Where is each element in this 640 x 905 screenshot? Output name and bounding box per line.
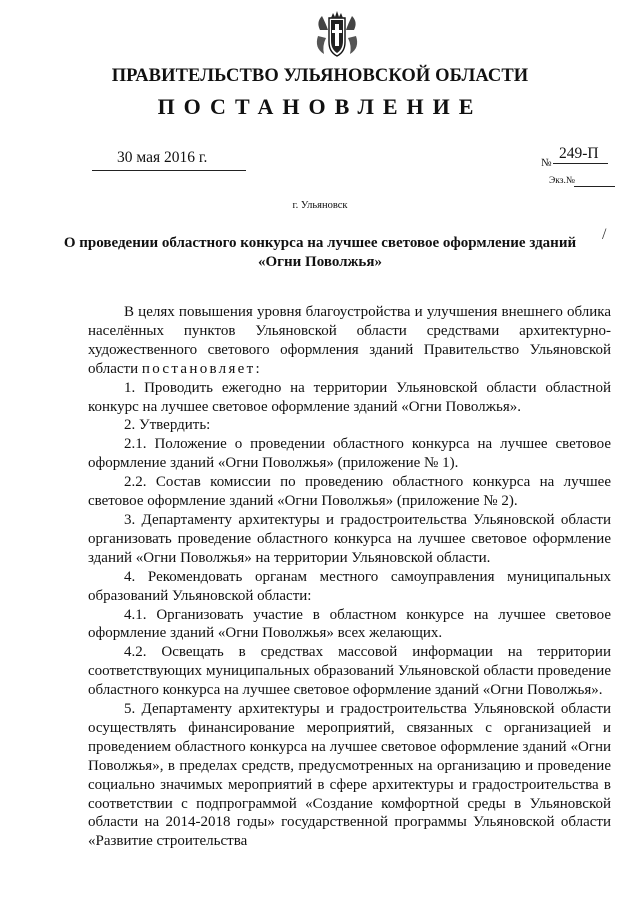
- date-underline: [92, 170, 246, 171]
- document-number: 249-П: [559, 145, 599, 162]
- resolution-body: [88, 303, 611, 851]
- clause-2-1: 2.1. Положение о проведении областного конкурса на лучшее световое оформление зданий «Огни Поволжья» (приложение № 1).: [88, 436, 611, 472]
- coat-of-arms-emblem: [314, 8, 360, 60]
- government-title: ПРАВИТЕЛЬСТВО УЛЬЯНОВСКОЙ ОБЛАСТИ: [111, 66, 529, 86]
- clause-2-2: 2.2. Состав комиссии по проведению областного конкурса на лучшее световое оформление зданий «Огни Поволжья» (приложение № 2).: [88, 474, 611, 510]
- intro-text: В целях повышения уровня благоустройства и улучшения внешнего облика населённых пунктов Ульяновской области средствами архитектурно-художественного светового оформления зданий Правительство Ульяновской области: [88, 304, 611, 377]
- resolution-subject: [40, 234, 600, 272]
- resolves-word: постановляет:: [141, 360, 262, 377]
- document-type-heading: ПОСТАНОВЛЕНИЕ: [157, 94, 483, 119]
- clause-4-1: 4.1. Организовать участие в областном конкурсе на лучшее световое оформление зданий «Огни Поволжья» всех желающих.: [88, 606, 611, 642]
- clause-4: 4. Рекомендовать органам местного самоуправления муниципальных образований Ульяновской области:: [88, 568, 611, 604]
- intro-paragraph: [88, 303, 611, 379]
- handwritten-mark: /: [602, 226, 607, 243]
- number-sign: №: [541, 157, 552, 169]
- subject-line-2: «Огни Поволжья»: [258, 254, 382, 270]
- clause-1: 1. Проводить ежегодно на территории Ульяновской области областной конкурс на лучшее световое оформление зданий «Огни Поволжья».: [88, 379, 611, 415]
- clause-2: 2. Утвердить:: [124, 417, 211, 434]
- copy-number-label: Экз.№: [549, 176, 575, 186]
- clause-5: 5. Департаменту архитектуры и градостроительства Ульяновской области осуществлять финансирование мероприятий, связанных с организацией и проведением областного конкурса на лучшее световое оформление зданий «Огни Поволжья», в пределах средств, предусмотренных на организацию и проведение социально значимых мероприятий в сфере архитектуры и градостроительства в соответствии с подпрограммой «Создание комфортной среды в Ульяновской области на 2014-2018 годы» государственной программы Ульяновской области «Развитие строительства: [88, 701, 611, 850]
- clause-4-2: 4.2. Освещать в средствах массовой информации на территории соответствующих муниципальных образований Ульяновской области проведение областного конкурса на лучшее световое оформление зданий «Огни Поволжья».: [88, 644, 611, 699]
- clause-3: 3. Департаменту архитектуры и градостроительства Ульяновской области организовать проведение областного конкурса на лучшее световое оформление зданий «Огни Поволжья» на территории Ульяновской области.: [88, 511, 611, 566]
- issue-city: г. Ульяновск: [292, 200, 348, 211]
- number-underline: [553, 163, 608, 164]
- document-date: 30 мая 2016 г.: [117, 149, 208, 166]
- copy-number-underline: [574, 186, 615, 187]
- subject-line-1: О проведении областного конкурса на лучшее световое оформление зданий: [63, 235, 577, 251]
